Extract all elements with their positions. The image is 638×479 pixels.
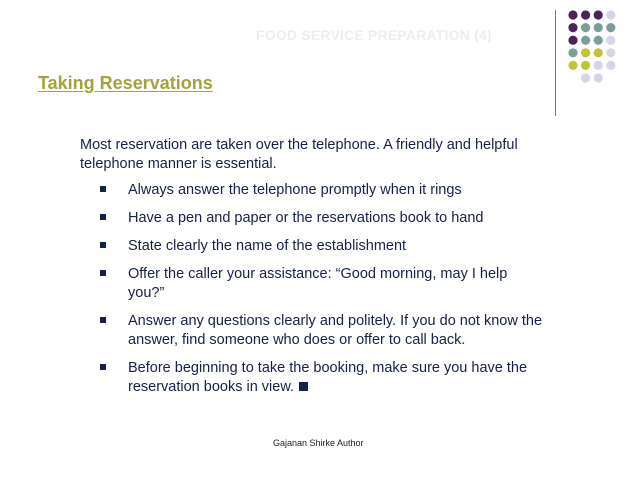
decorative-dot (581, 48, 590, 57)
square-bullet-icon (100, 317, 106, 323)
slide-heading: Taking Reservations (38, 73, 213, 93)
bullet-list (97, 181, 547, 406)
header-divider (555, 10, 556, 116)
bullet-text: Have a pen and paper or the reservations book to hand (128, 210, 484, 226)
decorative-dot (606, 36, 615, 45)
decorative-dot (568, 10, 577, 19)
bullet-item (97, 359, 547, 397)
decorative-dot (581, 36, 590, 45)
bullet-text: Before beginning to take the booking, make sure you have the reservation books in view. (128, 360, 528, 395)
footer-author: Gajanan Shirke Author (273, 438, 364, 448)
decorative-dot (594, 10, 603, 19)
decorative-dot (594, 36, 603, 45)
bullet-text: Offer the caller your assistance: “Good morning, may I help you?” (128, 266, 508, 301)
end-of-section-icon (299, 382, 308, 391)
intro-paragraph: Most reservation are taken over the telephone. A friendly and helpful telephone manner is essential. (80, 137, 518, 172)
bullet-item (97, 237, 547, 256)
decorative-dot (568, 61, 577, 70)
square-bullet-icon (100, 214, 106, 220)
bullet-text: State clearly the name of the establishment (128, 238, 407, 254)
bullet-text: Answer any questions clearly and politely. If you do not know the answer, find someone who does or offer to call back. (128, 313, 543, 348)
square-bullet-icon (100, 242, 106, 248)
decorative-dot (606, 48, 615, 57)
bullet-item (97, 312, 547, 350)
header-title: FOOD SERVICE PREPARATION (4) (256, 27, 492, 43)
decorative-dot (594, 23, 603, 32)
bullet-item (97, 265, 547, 303)
decorative-dot (568, 23, 577, 32)
decorative-dot (581, 10, 590, 19)
decorative-dot (594, 61, 603, 70)
decorative-dot (594, 48, 603, 57)
bullet-item (97, 181, 547, 200)
square-bullet-icon (100, 270, 106, 276)
square-bullet-icon (100, 186, 106, 192)
decorative-dot (581, 61, 590, 70)
decorative-dot (606, 61, 615, 70)
decorative-dot (581, 73, 590, 82)
decorative-dot (568, 48, 577, 57)
decorative-dot (594, 73, 603, 82)
decorative-dot (606, 23, 615, 32)
square-bullet-icon (100, 364, 106, 370)
decorative-dot (606, 10, 615, 19)
decorative-dot (581, 23, 590, 32)
decorative-dot (568, 36, 577, 45)
bullet-text: Always answer the telephone promptly when it rings (128, 182, 462, 198)
bullet-item (97, 209, 547, 228)
